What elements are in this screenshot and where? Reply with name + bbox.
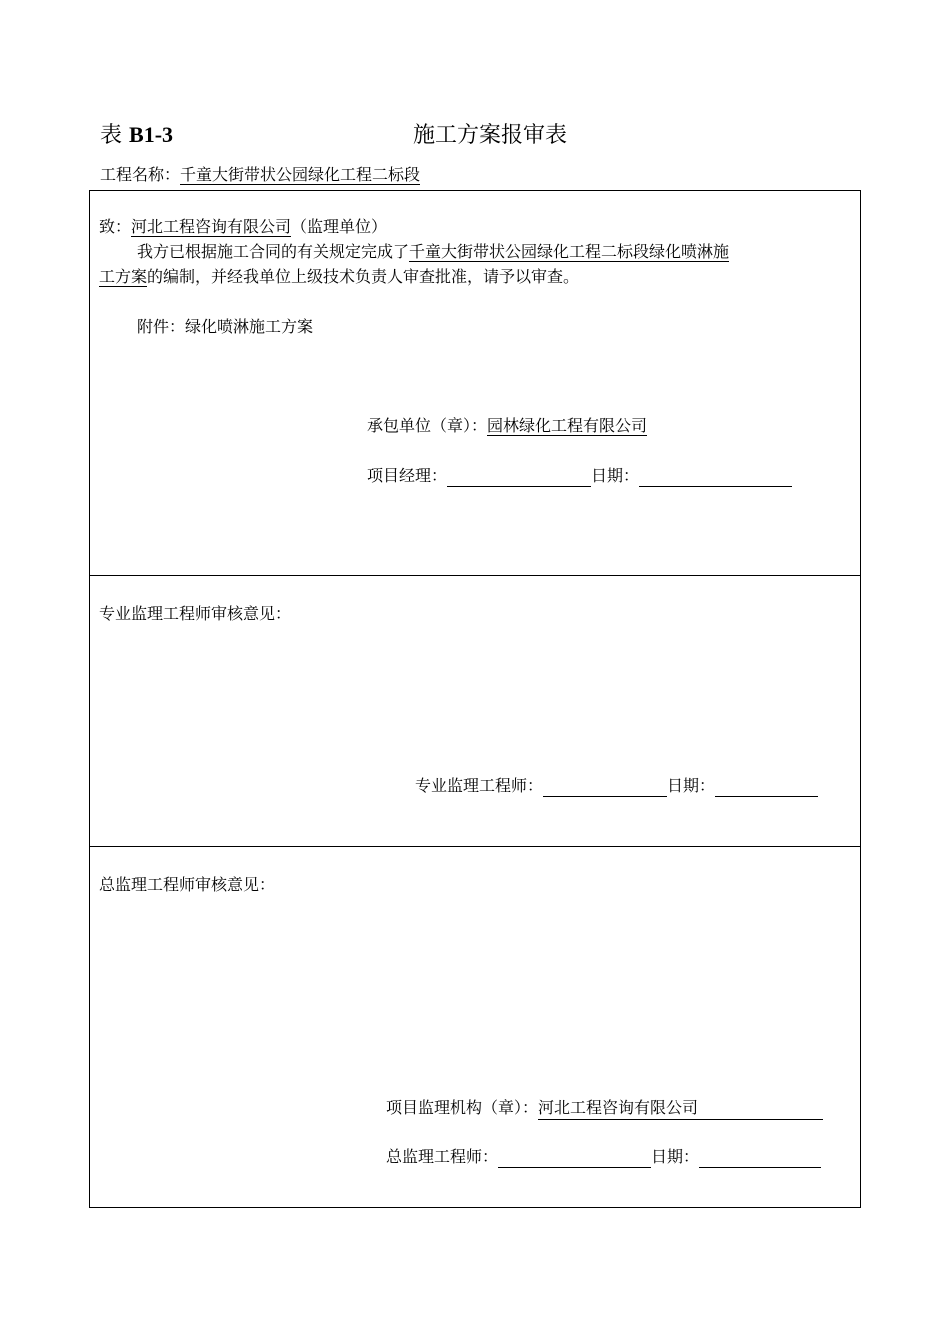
engineer-date-label: 日期： <box>667 776 716 795</box>
engineer-sign-row <box>415 775 818 797</box>
chief-review-heading: 总监理工程师审核意见： <box>99 875 276 894</box>
engineer-signature-line[interactable] <box>543 778 667 797</box>
chief-date-line[interactable] <box>699 1149 821 1168</box>
submission-section <box>89 190 861 576</box>
page-title: 施工方案报审表 <box>413 123 568 148</box>
contractor-label: 承包单位（章）： <box>367 416 488 435</box>
submission-body-line2 <box>99 266 579 288</box>
body-underlined-2: 工方案 <box>99 267 148 286</box>
addressee-role: （监理单位） <box>291 217 388 236</box>
body-text-2: 的编制，并经我单位上级技术负责人审查批准，请予以审查。 <box>147 267 580 286</box>
chief-signature-line[interactable] <box>498 1149 651 1168</box>
addressee-company: 河北工程咨询有限公司 <box>131 217 292 236</box>
project-name-row <box>100 164 420 186</box>
engineer-label: 专业监理工程师： <box>415 776 544 795</box>
body-underlined-1: 千童大街带状公园绿化工程二标段绿化喷淋施 <box>409 242 730 261</box>
submission-body-line1 <box>137 241 729 263</box>
supervision-org-row <box>386 1097 823 1120</box>
supervision-org-name-text: 河北工程咨询有限公司 <box>538 1098 699 1117</box>
project-name-value: 千童大街带状公园绿化工程二标段 <box>180 165 421 184</box>
table-number-code: B1-3 <box>129 122 174 147</box>
pm-signature-line[interactable] <box>447 468 591 487</box>
contractor-name: 园林绿化工程有限公司 <box>487 416 648 435</box>
table-number-prefix: 表 <box>100 123 123 148</box>
pm-date-line[interactable] <box>639 468 792 487</box>
pm-label: 项目经理： <box>367 466 448 485</box>
body-text-1: 我方已根据施工合同的有关规定完成了 <box>137 242 410 261</box>
chief-date-label: 日期： <box>651 1147 700 1166</box>
supervision-org-label: 项目监理机构（章）： <box>386 1098 539 1117</box>
pm-row <box>367 465 792 487</box>
engineer-review-section <box>89 575 861 847</box>
engineer-review-heading: 专业监理工程师审核意见： <box>99 604 292 623</box>
table-number <box>100 118 173 149</box>
attachment-text: 附件：绿化喷淋施工方案 <box>137 317 314 336</box>
addressee-row <box>99 216 387 238</box>
engineer-date-line[interactable] <box>715 778 818 797</box>
chief-review-section <box>89 846 861 1208</box>
project-name-label: 工程名称： <box>100 165 181 184</box>
pm-date-label: 日期： <box>591 466 640 485</box>
addressee-label: 致： <box>99 217 132 236</box>
supervision-org-name <box>538 1097 823 1120</box>
chief-sign-row <box>386 1146 821 1168</box>
contractor-row <box>367 415 647 437</box>
chief-label: 总监理工程师： <box>386 1147 499 1166</box>
